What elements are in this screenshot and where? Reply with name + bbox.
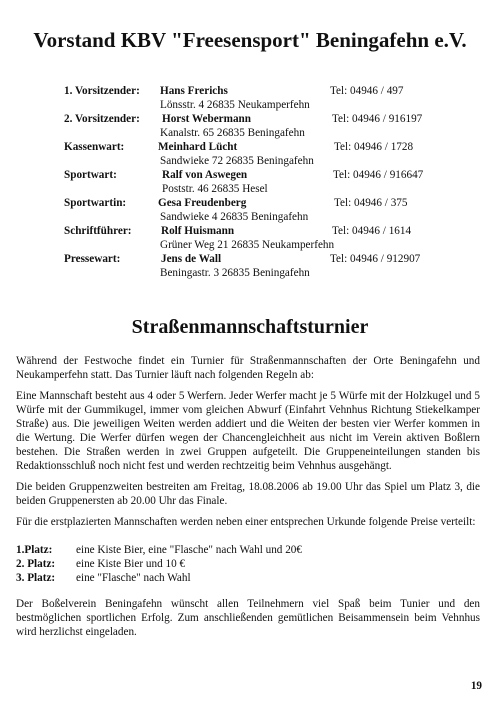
board-name: Hans Frerichs bbox=[160, 85, 228, 97]
board-tel: Tel: 04946 / 497 bbox=[330, 85, 404, 97]
board-tel: Tel: 04946 / 912907 bbox=[330, 253, 421, 265]
prize-text: eine Kiste Bier, eine "Flasche" nach Wahl und 20€ bbox=[76, 544, 302, 556]
paragraph: Der Boßelverein Beningafehn wünscht allen Teilnehmern viel Spaß beim Tunier und den bestmöglichen sportlichen Erfolg. Zum anschließenden gemütlichen Beisammensein beim Vehnhus wird herzlichst eingeladen. bbox=[16, 598, 480, 638]
paragraph: Während der Festwoche findet ein Turnier für Straßenmannschaften der Orte Beningafehn und Neukamperfehn statt. Das Turnier läuft nach folgenden Regeln ab: bbox=[16, 355, 480, 381]
board-address: Beningastr. 3 26835 Beningafehn bbox=[160, 267, 310, 279]
board-tel: Tel: 04946 / 1614 bbox=[332, 225, 412, 237]
board-name: Meinhard Lücht bbox=[158, 141, 238, 153]
article-body bbox=[16, 354, 480, 646]
prize-text: eine Kiste Bier und 10 € bbox=[76, 558, 186, 570]
board-tel: Tel: 04946 / 916647 bbox=[333, 169, 424, 181]
prize-label: 2. Platz: bbox=[16, 558, 56, 570]
board-name: Gesa Freudenberg bbox=[158, 197, 247, 209]
board-row bbox=[64, 168, 464, 196]
board-address: Lönsstr. 4 26835 Neukamperfehn bbox=[160, 99, 310, 111]
board-row bbox=[64, 224, 464, 252]
board-address: Sandwieke 4 26835 Beningafehn bbox=[160, 211, 309, 223]
board-role: Pressewart: bbox=[64, 253, 121, 265]
section-title: Straßenmannschaftsturnier bbox=[131, 316, 369, 338]
board-tel: Tel: 04946 / 916197 bbox=[332, 113, 423, 125]
board-row bbox=[64, 140, 464, 168]
board-name: Jens de Wall bbox=[161, 253, 222, 265]
board-role: Schriftführer: bbox=[64, 225, 132, 237]
prize-item bbox=[16, 543, 480, 557]
prize-text: eine "Flasche" nach Wahl bbox=[76, 572, 191, 584]
page-number: 19 bbox=[470, 680, 482, 692]
prize-label: 3. Platz: bbox=[16, 572, 56, 584]
paragraph: Die beiden Gruppenzweiten bestreiten am Freitag, 18.08.2006 ab 19.00 Uhr das Spiel um Platz 3, die beiden Gruppenersten ab 20.00 Uhr das Finale. bbox=[16, 481, 480, 507]
board-tel: Tel: 04946 / 1728 bbox=[334, 141, 414, 153]
board-address: Poststr. 46 26835 Hesel bbox=[162, 183, 268, 195]
paragraph: Für die erstplazierten Mannschaften werden neben einer entsprechen Urkunde folgende Preise verteilt: bbox=[16, 516, 476, 528]
prize-list bbox=[16, 543, 480, 585]
prize-item bbox=[16, 557, 480, 571]
board-row bbox=[64, 112, 464, 140]
board-row bbox=[64, 252, 464, 280]
board-row bbox=[64, 196, 464, 224]
paragraph: Eine Mannschaft besteht aus 4 oder 5 Werfern. Jeder Werfer macht je 5 Würfe mit der Holzkugel und 5 Würfe mit der Gummikugel, immer vom gleichen Abwurf (Einfahrt Vehnhus Richtung Stiekelkamper Straße) aus. Die jeweiligen Weiten werden addiert und die Weiten der besten vier Werfer kommen in die Wertung. Die Werfer dürfen wegen der Chancengleichheit aus nicht im Verein aktiven Boßlern bestehen. Die Straßen werden in zwei Gruppen aufgeteilt. Die Gruppeneinteilungen standen bis Redaktionsschluß noch nicht fest und werden rechtzeitig beim Vehnhus ausgehängt. bbox=[16, 390, 480, 472]
board-address: Kanalstr. 65 26835 Beningafehn bbox=[160, 127, 305, 139]
board-name: Rolf Huismann bbox=[161, 225, 235, 237]
prize-item bbox=[16, 571, 480, 585]
board-tel: Tel: 04946 / 375 bbox=[334, 197, 408, 209]
board-address: Sandwieke 72 26835 Beningafehn bbox=[160, 155, 314, 167]
board-role: Sportwart: bbox=[64, 169, 117, 181]
board-role: 1. Vorsitzender: bbox=[64, 85, 140, 97]
board-address: Grüner Weg 21 26835 Neukamperfehn bbox=[160, 239, 335, 251]
board-name: Ralf von Aswegen bbox=[162, 169, 248, 181]
board-role: Sportwartin: bbox=[64, 197, 127, 209]
page-title: Vorstand KBV "Freesensport" Beningafehn e.V. bbox=[33, 28, 467, 52]
board-name: Horst Webermann bbox=[162, 113, 251, 125]
board-role: Kassenwart: bbox=[64, 141, 125, 153]
prize-label: 1.Platz: bbox=[16, 544, 53, 556]
board-role: 2. Vorsitzender: bbox=[64, 113, 140, 125]
board-list bbox=[64, 84, 464, 280]
board-row bbox=[64, 84, 464, 112]
